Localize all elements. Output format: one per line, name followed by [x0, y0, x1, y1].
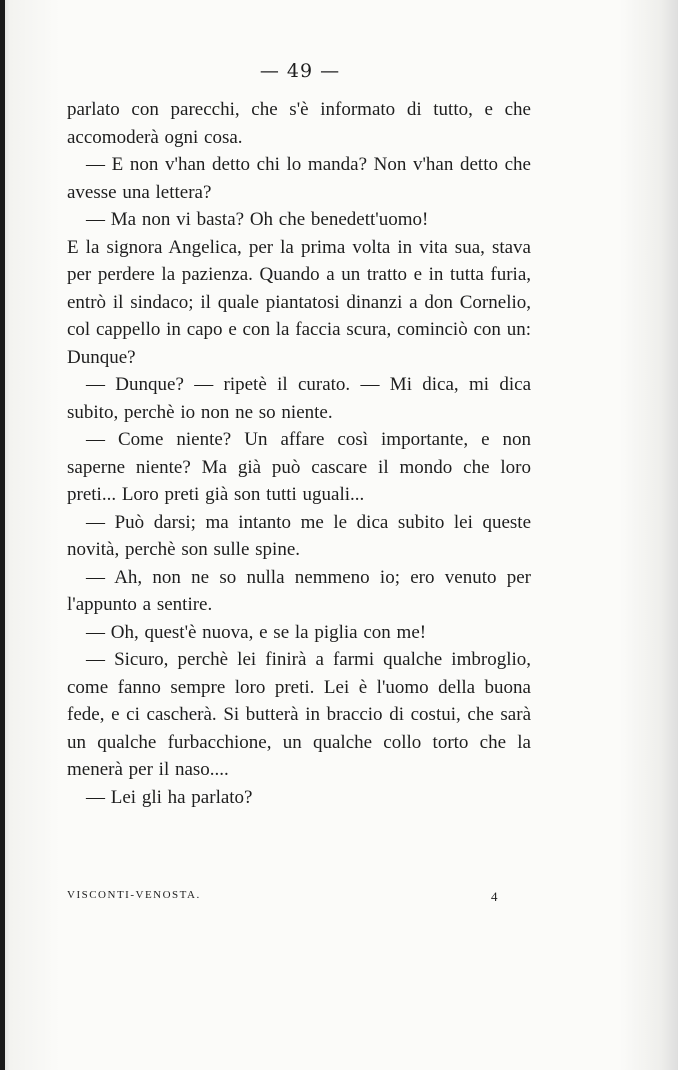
page-footer — [67, 889, 499, 905]
page-number: — 49 — — [259, 60, 341, 82]
paragraph-10: — Sicuro, perchè lei finirà a farmi qualche imbroglio, come fanno sempre loro preti. Lei è l'uomo della buona fede, e ci cascherà. Si butterà in braccio di costui, che sarà un qualche furbacchione, un qualche collo torto che la menerà per il naso.... — [67, 649, 531, 780]
page-binding-edge — [0, 0, 5, 1070]
paragraph-4: E la signora Angelica, per la prima volta in vita sua, stava per perdere la pazienza. Quando a un tratto e in tutta furia, entrò il sindaco; il quale piantatosi dinanzi a don Cornelio, col cappello in capo e con la faccia scura, cominciò con un: Dunque? — [67, 236, 531, 368]
paragraph-11: — Lei gli ha parlato? — [86, 786, 253, 808]
paragraph-2: — E non v'han detto chi lo manda? Non v'han detto che avesse una lettera? — [67, 154, 531, 203]
footer-author: VISCONTI-VENOSTA. — [67, 889, 201, 901]
paragraph-1: parlato con parecchi, che s'è informato di tutto, e che accomoderà ogni cosa. — [67, 99, 531, 148]
paragraph-3: — Ma non vi basta? Oh che benedett'uomo! — [86, 209, 429, 230]
signature-mark: 4 — [491, 889, 499, 904]
paragraph-7: — Può darsi; ma intanto me le dica subito lei queste novità, perchè son sulle spine. — [67, 511, 531, 560]
body-text — [67, 96, 531, 811]
paragraph-9: — Oh, quest'è nuova, e se la piglia con me! — [86, 621, 427, 643]
paragraph-8: — Ah, non ne so nulla nemmeno io; ero venuto per l'appunto a sentire. — [67, 566, 531, 615]
paragraph-5: — Dunque? — ripetè il curato. — Mi dica, mi dica subito, perchè io non ne so niente. — [67, 374, 531, 423]
paragraph-6: — Come niente? Un affare così importante, e non saperne niente? Ma già può cascare il mondo che loro preti... Loro preti già son tutti uguali... — [67, 429, 531, 505]
